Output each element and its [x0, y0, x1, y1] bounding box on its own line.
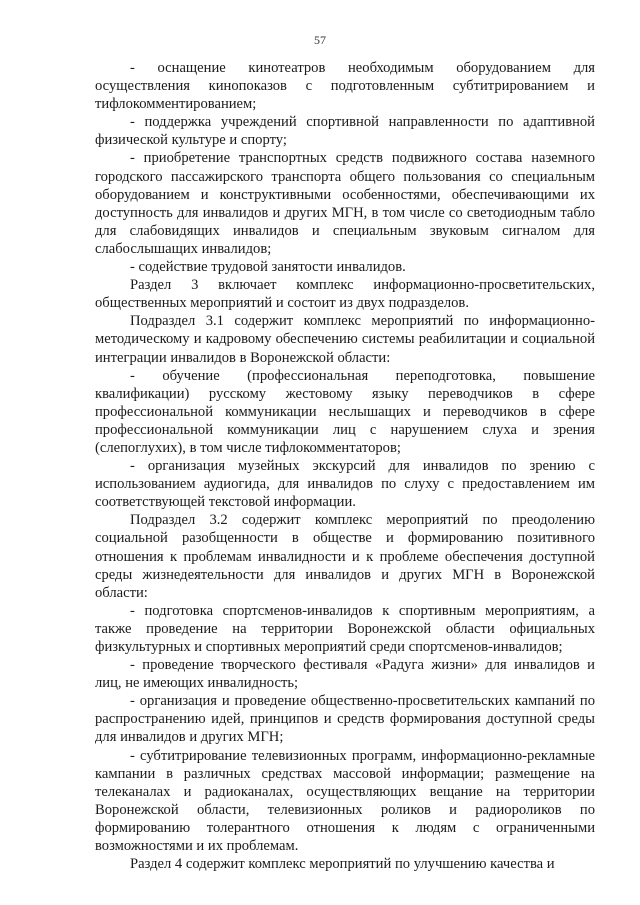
paragraph-transport-purchase: - приобретение транспортных средств подвижного состава наземного городского пассажирского транспорта общего пользования со специальным оборудованием и конструктивными особенностями, обеспечивающими их доступность для инвалидов и других МГН, в том числе со светодиодным табло для слабовидящих инвалидов и специальным звуковым сигналом для слабослышащих инвалидов;	[95, 150, 595, 257]
paragraph-subsection-3-1: Подраздел 3.1 содержит комплекс мероприятий по информационно-методическому и кадровому обеспечению системы реабилитации и социальной интеграции инвалидов в Воронежской области:	[95, 313, 595, 366]
paragraph-equipment-cinemas: - оснащение кинотеатров необходимым оборудованием для осуществления кинопоказов с подготовленным субтитрированием и тифлокомментированием;	[95, 60, 595, 113]
paragraph-section-4: Раздел 4 содержит комплекс мероприятий по улучшению качества и	[130, 856, 555, 873]
paragraph-sports-institutions: - поддержка учреждений спортивной направленности по адаптивной физической культуре и спорту;	[95, 114, 595, 149]
document-body	[95, 59, 595, 873]
paragraph-campaigns: - организация и проведение общественно-просветительских кампаний по распространению идей, принципов и средств формирования доступной среды для инвалидов и других МГН;	[95, 693, 595, 746]
paragraph-athletes-preparation: - подготовка спортсменов-инвалидов к спортивным мероприятиям, а также проведение на территории Воронежской области официальных физкультурных и спортивных мероприятий среди спортсменов-инвалидов;	[95, 602, 595, 655]
paragraph-sign-language-training: - обучение (профессиональная переподготовка, повышение квалификации) русскому жестовому языку переводчиков в сфере профессиональной коммуникации неслышащих и переводчиков в сфере профессиональной коммуникации лиц с нарушением слуха и зрения (слепоглухих), в том числе тифлокомментаторов;	[95, 367, 595, 456]
page-number: 57	[314, 33, 326, 47]
paragraph-festival: - проведение творческого фестиваля «Радуга жизни» для инвалидов и лиц, не имеющих инвалидность;	[95, 657, 595, 692]
paragraph-subtitling: - субтитрирование телевизионных программ, информационно-рекламные кампании в различных средствах массовой информации; размещение на телеканалах и радиоканалах, осуществляющих вещание на территории Воронежской области, телевизионных роликов и радиороликов по формированию толерантного отношения к людям с ограниченными возможностями и их проблемам.	[95, 747, 595, 855]
paragraph-museum-excursions: - организация музейных экскурсий для инвалидов по зрению с использованием аудиогида, для инвалидов по слуху с предоставлением им соответствующей текстовой информации.	[95, 458, 595, 511]
paragraph-section-3: Раздел 3 включает комплекс информационно-просветительских, общественных мероприятий и состоит из двух подразделов.	[95, 277, 595, 312]
paragraph-subsection-3-2: Подраздел 3.2 содержит комплекс мероприятий по преодолению социальной разобщенности в обществе и формированию позитивного отношения к проблемам инвалидности и к проблеме обеспечения доступной среды жизнедеятельности для инвалидов и других МГН в Воронежской области:	[95, 512, 595, 601]
paragraph-employment: - содействие трудовой занятости инвалидов.	[130, 259, 406, 276]
